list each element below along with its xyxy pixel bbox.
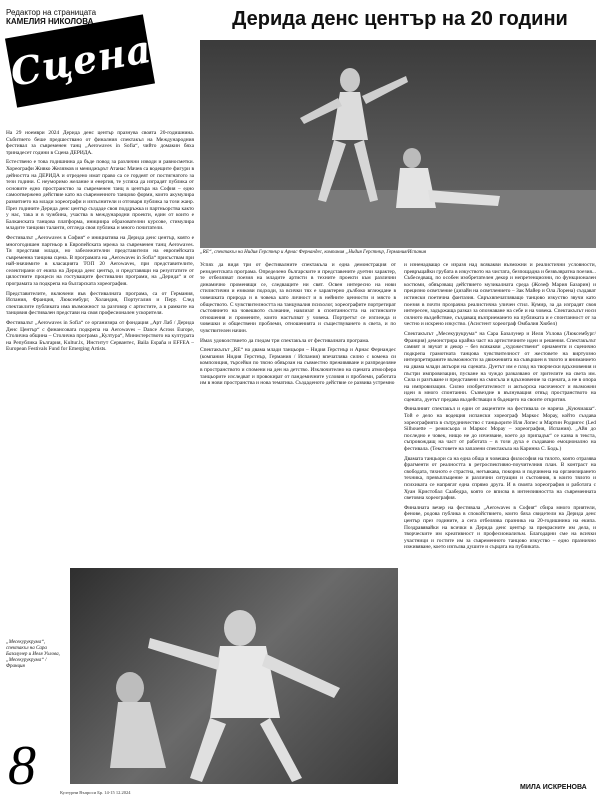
column-3 bbox=[404, 262, 596, 554]
page-number: 8 bbox=[8, 735, 36, 797]
article-title: Дерида денс център на 20 години bbox=[232, 8, 568, 30]
photo2-caption: „Месекурукрума“, спектакъл на Сара Базалунер и Иеля Ухлова, „Месекурукрума“ / Франция bbox=[6, 640, 60, 669]
paragraph: Спектакълът „Месекурукрума“ на Сара Базалунер и Иеля Ухлова (Люксембург/Франция) демонстрира крайна част на артистичните идеи и решения. Спектакълът самият и звучат и декор – без всякакви „художествени“ орнаменти и сценично подкрепа грамотната танцова чувствителност от жестовете на виртуозно интерпретираните възможности за движенията на съвършен в тялото и вниманието на двама млади актьори на сцената. Дуетът им е плод на творчески вдъхновения и пъстри импровизации, пускане на чуждо разказвано от зрителите на света им. Сила и разгъване и представени на смисъла и вдъхновение за сцената, а не в опора на импровизации. Силно изобретателност и актьорска насоченост и възможни идеи в много спонтанни. Съзвездие в вълнуващия отвъд пространството на сцената, дуетът предава въздействащи в бъдещето на своите открития. bbox=[404, 330, 596, 403]
paragraph: Естествено е това годишнина да бъде повод за различни изводи и равносметки. Хореографи Живко Желязков и мениджърът Атанас Мачев са водещите фигури в дейността на ДЕРИДА и отредено имат право са се гордеят от постигнатото за тези години. С неуморимо желание и енергия, те успяха да изградят публика от основите едно пространство за съвременен танц в центъра на София – едно самоотвержено действие като на съвременното танцово форми, които акумулира развитието на млади хореографи и изпълнители и отговаря публика за този жанр. През годините Дерида денс център създаде своя поддръжка и партньорства както у нас, така и в чужбина, участва в международни проекти, един от които е Балканската танцова платформа, инициира образователни курсове, стимулира младите танцови таланти, отгледа своя публика и много почитатели. bbox=[6, 159, 194, 232]
paragraph: Финалният спектакъл и един от акцентите на фестивала се нарича „Куючиаша“. Той е дело на водещия испански хореограф Маркос Морау, който създава хореографията в сътрудничество с танцьорите Иля Лопес и Мартин Родригес (Led Silhouette – режисьора и Маркос Морау – хореография, Испания). „Айя до последно е човек, нищо не до изчезване, което до припадък“ се казва в текста, съпровождащ на част от работата – в този духа е създавано емоционално на фестивала. (Текстовете на запазени спектакъла на Каринна С. Бодь.) bbox=[404, 406, 596, 453]
column-2 bbox=[200, 262, 396, 390]
photo-re-performance bbox=[200, 40, 596, 248]
paragraph: На 29 ноември 2024 Дерида денс център празнува своята 20-годишнина. Събитието беше предшествано от финалния спектакъл на Международния фестивал за съвременен танц „Aerowaves in Sofia“, чийто домакин бяха тринадесет години в Сцена ДЕРИДА. bbox=[6, 130, 194, 156]
editor-label: Редактор на страницата bbox=[6, 8, 97, 17]
paragraph: Успях да видя три от фестивалните спектакъла и една демонстрация от резидентската програма. Определено българските и представените дуетни характер, те отбелязват поезия на младите артисти в техните проекти към различни динамично променящи се, следващите ни свят. Освен интересно на нови стилистични и езикови подходи, за всички тях е характерно дълбоко вглеждане в човешката природа и в човека като личност и в нейните ценности и място в обществото. С чувствителността на танцувалия психолог, хореографите портретират състоянието на човешкото съзнание, навлизат в спонтанността на истинските отношения и промените, които настъпват у човека. Портретът се изглежда и човешки и обществени проблеми, отношенията и съществуването в света, и по чувствителен начин. bbox=[200, 262, 396, 334]
paragraph: Представителите, включени във фестивалната програма, са от Германия, Испания, Франция, Люксембург, Холандия, Португалия и Перу. След спектаклите публиката има възможност за разговор с артистите, а в рамките на танцовия фестивален представи на своя професионален ускорителя. bbox=[6, 290, 194, 317]
paragraph: Двамата танцьори са на една обща и човешка философия на тялото, която отразява фрагменти от реалността в ретроспективно-поучителния план. В контраст на свободата, тяхното е страстна, негъвкава, покорна и подчинена на организирането техника, превъплъщение и различни ситуации и състояния, в които тялото и психиката се напрягат една спрямо друга. И в своята хореография и работата с Хуан Кристобал Саабедра, която се вписва в интензивността на съвременната световна хореография. bbox=[404, 455, 596, 502]
paragraph: Фестивалът „Aerowaves in Sofia“ се организира от фондация „Арт Лаб / Дерида Денс Център“ с финансовата подкрепа на Aerowaves – Dance Across Europe, Столична община – Столична програма „Култура“, Министерството на културата на Република България, Kultur.lx, Институт Сервантес, Baila España и EFFEA – European Festivals Fund for Emerging Artists. bbox=[6, 320, 194, 353]
column-1 bbox=[6, 130, 194, 356]
paragraph: Фестивалът „Aerowaves в София“ е инициатива на Дерида денс център, която е многогодишен партньор в Европейската мрежа за съвременен танц Aerowaves. Тя представя млади, но забележителни представители на европейската съвременна танцова сцена. В програмата на „Aerowaves in Sofia“ присъствам при най-значимите в класацията ТОП 20 Aerowaves, при представителите, селектирани от екипа на Дерида денс център, и представящи на резултатите от цялостните процеси на гостуващите фестивални програми, на „Дерида“ и от програмата за подкрепа на българската хореография. bbox=[6, 234, 194, 288]
paragraph: Спектакълът „RE“ на двама млади танцьори – Нидия Герстнър и Арнас Фернандес (компания Нидия Герстнър, Германия / Испания) впечатлява силно с комена си композиция, търсейки по тясно обвързан на съвместно преживяване и разпределяне в пространството и спомени на ден на детство. Изключително на сцената атмосфера танцьорите изследват и провокират от пандемичните условия и проблеми, работата им в нови пространства и нова тематика. Създаденото действие се развива устремно bbox=[200, 347, 396, 387]
photo1-caption: „RE“, спектакъл на Нидия Герстнър и Арнас Фернандес, компания „Нидия Герстнър, Германия/Испания bbox=[200, 250, 427, 255]
publication-line: Културни Въпроси Бр. 14-15 12.2024 bbox=[60, 790, 131, 795]
editor-name: КАМЕЛИЯ НИКОЛОВА bbox=[6, 17, 94, 26]
paragraph: и изненадващо се изразя над всякакви възможни и реалистични условности, превръщайки грубата в изкуството на чистата, безпощадна и безвъзвратна поезия... Събеседващ, по особен изобретателен декор и непретенциозни, по функционален костюми, обвързващ действието музикалната среда (Жозеф Мария Базарин) и прецизно осветление (дизайн на осветлението – Зак Майер и Ола Лорена) създават истински поетична фантазия. Свръхвпечатляващо танцово изкуство звучи като поезия в почти прозрачна реалистична уличен стил. Кумир, за да изградят своя интересен, задържаща разказ за опознаване на себе и на човека. Спектакълът носи силното въздействие, създаващ възприемането на публиката и е спонтанност от за честно и искрено изкуство. (Асистент хореограф Омбалия Хюбел) bbox=[404, 262, 596, 328]
paragraph: Имах удоволствието да гледам три спектакъла от фестивалната програма. bbox=[200, 337, 370, 344]
photo-mesekurukruma-performance bbox=[70, 568, 398, 784]
editor-credit bbox=[6, 8, 96, 26]
section-stamp: Сцена bbox=[5, 14, 155, 107]
author-name: МИЛА ИСКРЕНОВА bbox=[520, 784, 587, 791]
paragraph: Финалната вечер на фестивала „Aerowaves в София“ сбира много приятели, фенове, родова публика в спокойствието, които бяха свидетели на Дерида денс център през годините, а сега отбелязва празника на 20-годишнина на екипа. Поздравявайки на всички в Дерида денс център за прекрасните им дела, и творческите им креативност и професионализъм. Благодарни сме на всички участници и гостите им за съвременното танцово изкуство – едно празнично изживяване, което изпълва душите и сърцата на публиката. bbox=[404, 504, 596, 551]
